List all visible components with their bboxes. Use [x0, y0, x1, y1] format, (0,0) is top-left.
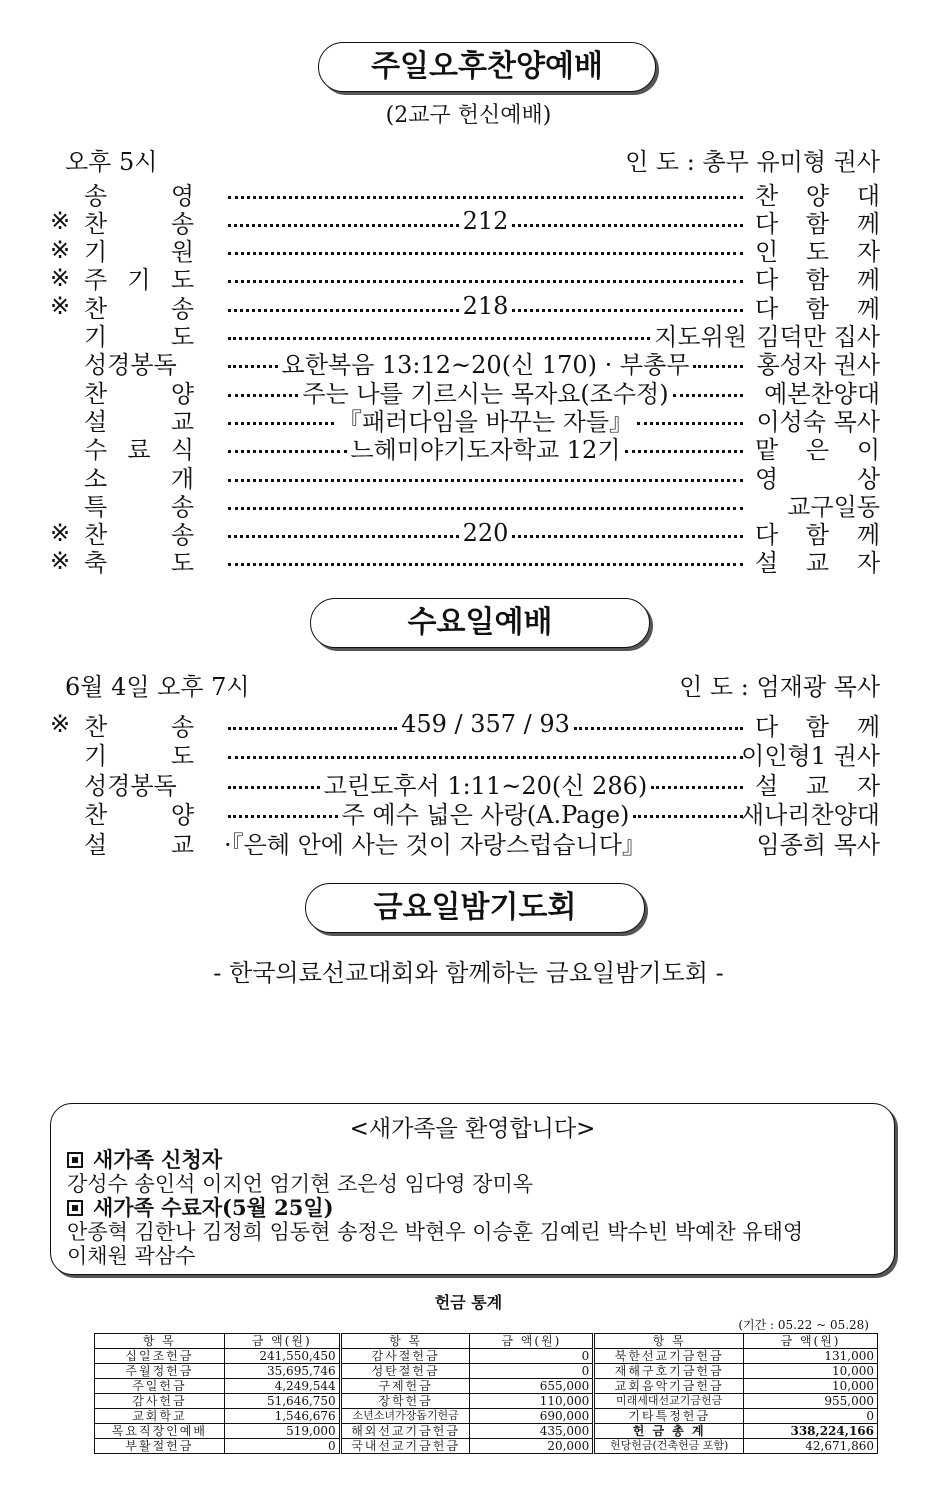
- applicants-names: 강성수 송인석 이지언 엄기현 조은성 임다영 장미옥: [67, 1172, 534, 1196]
- order-row: [50, 462, 880, 493]
- row-middle-text: 212: [462, 207, 509, 236]
- header-amount: 금 액(원): [224, 1334, 340, 1349]
- row-right-text: 새나리찬양대: [740, 801, 880, 829]
- row-right-char: 께: [856, 521, 880, 550]
- finance-item: 주월정헌금: [95, 1364, 225, 1379]
- row-right-char: 도: [805, 238, 830, 267]
- finance-amount: 35,695,746: [224, 1364, 340, 1379]
- row-label-char: 성경봉독: [84, 351, 177, 380]
- leader-dots: [228, 196, 743, 199]
- leader-dots: [512, 309, 743, 312]
- leader-dots: [574, 727, 743, 730]
- row-mark: ※: [50, 263, 71, 292]
- finance-item: 재해구호기금헌금: [594, 1364, 744, 1379]
- finance-item: 해외선교기금헌금: [340, 1424, 470, 1439]
- row-middle: [224, 752, 747, 755]
- row-label-char: 찬: [84, 712, 108, 741]
- row-label-char: 기: [127, 266, 151, 295]
- row-mark: ※: [50, 207, 71, 236]
- row-right: [755, 825, 880, 860]
- order-row: [50, 207, 880, 238]
- header-item: 항 목: [95, 1334, 225, 1349]
- row-right-char: 다: [755, 209, 779, 238]
- row-middle-text: 218: [462, 292, 509, 321]
- row-label: [84, 543, 194, 578]
- row-label-char: 도: [170, 742, 194, 770]
- row-right-char: 자: [856, 771, 880, 800]
- applicants-label: 새가족 신청자: [93, 1147, 223, 1172]
- finance-item: 미래세대선교기금헌금: [594, 1394, 744, 1409]
- row-label-char: 기: [84, 238, 108, 267]
- row-right-char: 상: [856, 464, 880, 493]
- leader-dots: [228, 337, 650, 340]
- row-right-char: 함: [805, 712, 830, 741]
- row-right-char: 께: [856, 266, 880, 295]
- row-middle-text: 느헤미야기도자학교 12기: [350, 436, 621, 465]
- finance-item: 목요직장인예배: [95, 1424, 225, 1439]
- row-middle: [224, 825, 747, 860]
- row-right-text: 이성숙 목사: [756, 407, 880, 436]
- row-right-text: 예본찬양대: [764, 379, 880, 408]
- order-row: [50, 263, 880, 295]
- leader-dots: [625, 450, 744, 453]
- row-right-char: 영: [755, 464, 779, 493]
- finance-title: 헌금 통계: [434, 1293, 503, 1312]
- row-label-char: 송: [170, 492, 194, 521]
- finance-item: 감사헌금: [95, 1394, 225, 1409]
- row-right-char: 찬: [755, 181, 779, 210]
- row-label-char: 설: [84, 407, 108, 436]
- row-right-char: 이: [856, 436, 880, 465]
- row-label-char: 송: [170, 521, 194, 550]
- finance-amount: 4,249,544: [224, 1379, 340, 1394]
- leader-dots: [637, 422, 743, 425]
- finance-amount: 0: [470, 1349, 594, 1364]
- finance-item: 헌당헌금(건축헌금 포함): [594, 1439, 744, 1454]
- finance-amount: 1,546,676: [224, 1409, 340, 1424]
- row-right-char: 께: [856, 712, 880, 741]
- leader-dots: [228, 280, 743, 283]
- finance-item: 교회학교: [95, 1409, 225, 1424]
- finance-amount: 20,000: [470, 1439, 594, 1454]
- order-row: [50, 321, 880, 349]
- friday-subtitle: - 한국의료선교대회와 함께하는 금요일밤기도회 -: [213, 959, 724, 987]
- row-right-text: 홍성자 권사: [756, 351, 880, 380]
- row-right-text: 임종희 목사: [756, 830, 880, 859]
- leader-dots: [651, 786, 743, 789]
- graduates-label: 새가족 수료자(5월 25일): [93, 1195, 334, 1220]
- row-mark: ※: [50, 235, 71, 264]
- row-right-char: 맡: [755, 436, 779, 465]
- order-row: [50, 518, 880, 550]
- finance-period: (기간 : 05.22 ~ 05.28): [738, 1318, 869, 1332]
- row-label-char: 송: [170, 209, 194, 238]
- finance-item: 소년소녀가장돕기헌금: [340, 1409, 470, 1424]
- wednesday-time: 6월 4일 오후 7시: [65, 673, 250, 701]
- order-row: [50, 349, 880, 380]
- row-right-char: 께: [856, 294, 880, 323]
- row-label-char: 기: [84, 742, 108, 770]
- order-row: [50, 490, 880, 521]
- sunday-leader: 인 도 : 총무 유미형 권사: [625, 148, 880, 176]
- row-middle: [224, 503, 747, 506]
- leader-dots: [228, 422, 334, 425]
- row-label-char: 찬: [84, 294, 108, 323]
- finance-amount: 0: [224, 1439, 340, 1454]
- row-right-char: 다: [755, 712, 779, 741]
- row-right-char: 설: [755, 771, 779, 800]
- row-label-char: 주: [84, 266, 108, 295]
- row-right-char: 교: [805, 549, 830, 578]
- row-label-char: 송: [84, 181, 108, 210]
- wednesday-leader: 인 도 : 엄재광 목사: [679, 673, 880, 701]
- finance-amount: 10,000: [744, 1364, 878, 1379]
- row-middle-text: 『패러다임을 바꾸는 자들』: [337, 407, 634, 436]
- row-label-char: 송: [170, 712, 194, 741]
- finance-item: 북한선교기금헌금: [594, 1349, 744, 1364]
- finance-amount: 10,000: [744, 1379, 878, 1394]
- row-middle-text: 459 / 357 / 93: [401, 710, 570, 738]
- finance-amount: 42,671,860: [744, 1439, 878, 1454]
- row-right-char: 자: [856, 238, 880, 267]
- row-right-char: 자: [856, 549, 880, 578]
- row-label-char: 수: [84, 436, 108, 465]
- new-family-title: <새가족을 환영합니다>: [349, 1116, 596, 1142]
- row-middle: [224, 207, 747, 235]
- header-item: 항 목: [340, 1334, 470, 1349]
- row-label-char: 찬: [84, 801, 108, 829]
- finance-amount: 519,000: [224, 1424, 340, 1439]
- row-label-char: 개: [170, 464, 194, 493]
- leader-dots: [512, 535, 743, 538]
- order-row: [50, 740, 880, 768]
- row-label-char: 특: [84, 492, 108, 521]
- order-row: [50, 292, 880, 323]
- leader-dots: [228, 727, 397, 730]
- finance-item: 주일헌금: [95, 1379, 225, 1394]
- leader-dots: [228, 507, 743, 510]
- order-row: [50, 179, 880, 210]
- row-label-char: 도: [170, 266, 194, 295]
- square-bullet-icon: [67, 1200, 83, 1216]
- finance-item: 구제헌금: [340, 1379, 470, 1394]
- row-right-char: 다: [755, 266, 779, 295]
- finance-item: 헌 금 총 계: [594, 1424, 744, 1439]
- row-label-char: 송: [170, 294, 194, 323]
- row-right-char: 께: [856, 209, 880, 238]
- row-label-char: 기: [84, 323, 108, 351]
- row-label-char: 도: [170, 549, 194, 578]
- row-right-text: 이인형1 권사: [741, 742, 880, 770]
- header-item: 항 목: [594, 1334, 744, 1349]
- row-middle-text: 지도위원: [654, 323, 747, 351]
- row-label-char: 성경봉독: [84, 771, 177, 800]
- leader-dots: [228, 252, 743, 255]
- row-label-char: 찬: [84, 209, 108, 238]
- order-row: [50, 769, 880, 800]
- header-amount: 금 액(원): [744, 1334, 878, 1349]
- finance-item: 성탄절헌금: [340, 1364, 470, 1379]
- finance-amount: 338,224,166: [744, 1424, 878, 1439]
- finance-amount: 955,000: [744, 1394, 878, 1409]
- row-mark: ※: [50, 546, 71, 575]
- row-middle-text: 220: [462, 518, 509, 547]
- row-right-text: 교구일동: [787, 492, 880, 521]
- finance-amount: 690,000: [470, 1409, 594, 1424]
- row-label-char: 찬: [84, 379, 108, 408]
- row-right-char: 함: [805, 521, 830, 550]
- finance-row: [95, 1349, 878, 1364]
- sunday-title: 주일오후찬양예배: [318, 42, 656, 92]
- finance-row: [95, 1439, 878, 1454]
- row-label: [84, 825, 194, 860]
- row-mark: ※: [50, 518, 71, 547]
- order-row: [50, 546, 880, 578]
- row-label-char: 양: [170, 379, 194, 408]
- leader-dots: [693, 365, 743, 368]
- row-right-char: 함: [805, 266, 830, 295]
- sunday-subtitle: (2교구 헌신예배): [385, 103, 552, 128]
- order-row: [50, 799, 880, 827]
- finance-amount: 110,000: [470, 1394, 594, 1409]
- finance-item: 교회음악기금헌금: [594, 1379, 744, 1394]
- row-label-char: 양: [170, 801, 194, 829]
- finance-item: 부활절헌금: [95, 1439, 225, 1454]
- finance-row: [95, 1409, 878, 1424]
- finance-amount: 51,646,750: [224, 1394, 340, 1409]
- row-right-char: 다: [755, 294, 779, 323]
- row-right-char: 다: [755, 521, 779, 550]
- leader-dots: [228, 224, 459, 227]
- row-mark: ※: [50, 292, 71, 321]
- finance-amount: 241,550,450: [224, 1349, 340, 1364]
- finance-row: [95, 1424, 878, 1439]
- leader-dots: [228, 756, 743, 759]
- leader-dots: [228, 394, 298, 397]
- row-right-char: 대: [856, 181, 880, 210]
- finance-row: [95, 1379, 878, 1394]
- finance-item: 십일조헌금: [95, 1349, 225, 1364]
- finance-item: 기타특정헌금: [594, 1409, 744, 1424]
- row-middle-text: ·『은혜 안에 사는 것이 자랑스럽습니다』: [224, 830, 646, 859]
- row-middle: [224, 710, 747, 738]
- row-middle-text: 주는 나를 기르시는 목자요(조수정): [302, 379, 669, 408]
- finance-amount: 0: [470, 1364, 594, 1379]
- finance-row: [95, 1394, 878, 1409]
- row-middle: [224, 192, 747, 195]
- sunday-time: 오후 5시: [65, 148, 158, 176]
- row-middle: [224, 248, 747, 251]
- row-middle-text: 주 예수 넓은 사랑(A.Page): [341, 801, 630, 829]
- row-right-char: 설: [755, 549, 779, 578]
- row-middle: [224, 292, 747, 320]
- finance-amount: 0: [744, 1409, 878, 1424]
- row-right-char: 은: [805, 436, 830, 465]
- order-row: [50, 434, 880, 465]
- row-label-char: 교: [170, 407, 194, 436]
- leader-dots: [228, 535, 459, 538]
- leader-dots: [228, 309, 459, 312]
- finance-row: [95, 1364, 878, 1379]
- row-label-char: 교: [170, 830, 194, 859]
- row-label-char: 찬: [84, 521, 108, 550]
- leader-dots: [633, 815, 743, 818]
- new-family-box: [50, 1103, 895, 1275]
- graduates-names-2: 이채원 곽삼수: [67, 1244, 196, 1268]
- order-row: [50, 710, 880, 741]
- leader-dots: [228, 815, 338, 818]
- row-middle: [224, 430, 747, 465]
- row-label-char: 료: [127, 436, 151, 465]
- row-middle: [224, 559, 747, 562]
- row-right-text: 김덕만 집사: [756, 323, 880, 351]
- order-row: [50, 377, 880, 408]
- row-mark: ※: [50, 710, 71, 738]
- row-label-char: 도: [170, 323, 194, 351]
- finance-amount: 435,000: [470, 1424, 594, 1439]
- wednesday-title: 수요일예배: [310, 598, 650, 648]
- row-right-char: 교: [805, 771, 830, 800]
- finance-item: 감사절헌금: [340, 1349, 470, 1364]
- finance-item: 국내선교기금헌금: [340, 1439, 470, 1454]
- friday-title: 금요일밤기도회: [305, 883, 645, 933]
- graduates-names-1: 안종혁 김한나 김정희 임동현 송정은 박현우 이승훈 김예린 박수빈 박예찬 유태영: [67, 1220, 804, 1244]
- row-label-char: 원: [170, 238, 194, 267]
- row-right: [755, 543, 880, 578]
- row-middle: [224, 276, 747, 279]
- order-row: [50, 405, 880, 436]
- finance-table: [94, 1333, 878, 1454]
- square-bullet-icon: [67, 1152, 83, 1168]
- row-label-char: 설: [84, 830, 108, 859]
- leader-dots: [228, 563, 743, 566]
- leader-dots: [228, 365, 278, 368]
- header-amount: 금 액(원): [470, 1334, 594, 1349]
- row-middle-text: 고린도후서 1:11~20(신 286): [323, 771, 648, 800]
- leader-dots: [228, 479, 743, 482]
- row-middle: [224, 475, 747, 478]
- finance-amount: 131,000: [744, 1349, 878, 1364]
- finance-amount: 655,000: [470, 1379, 594, 1394]
- leader-dots: [512, 224, 743, 227]
- row-label-char: 축: [84, 549, 108, 578]
- order-row: [50, 235, 880, 267]
- row-right-char: 양: [805, 181, 830, 210]
- row-middle-text: 요한복음 13:12~20(신 170) · 부총무: [281, 351, 690, 380]
- row-label-char: 소: [84, 464, 108, 493]
- order-row: [50, 828, 880, 859]
- row-middle: [224, 519, 747, 547]
- leader-dots: [228, 450, 347, 453]
- finance-header-row: [95, 1334, 878, 1349]
- row-label-char: 식: [170, 436, 194, 465]
- row-right-char: 인: [755, 238, 779, 267]
- row-label-char: 영: [170, 181, 194, 210]
- row-right-char: 함: [805, 294, 830, 323]
- finance-item: 장학헌금: [340, 1394, 470, 1409]
- leader-dots: [228, 786, 320, 789]
- row-right-char: 함: [805, 209, 830, 238]
- leader-dots: [673, 394, 743, 397]
